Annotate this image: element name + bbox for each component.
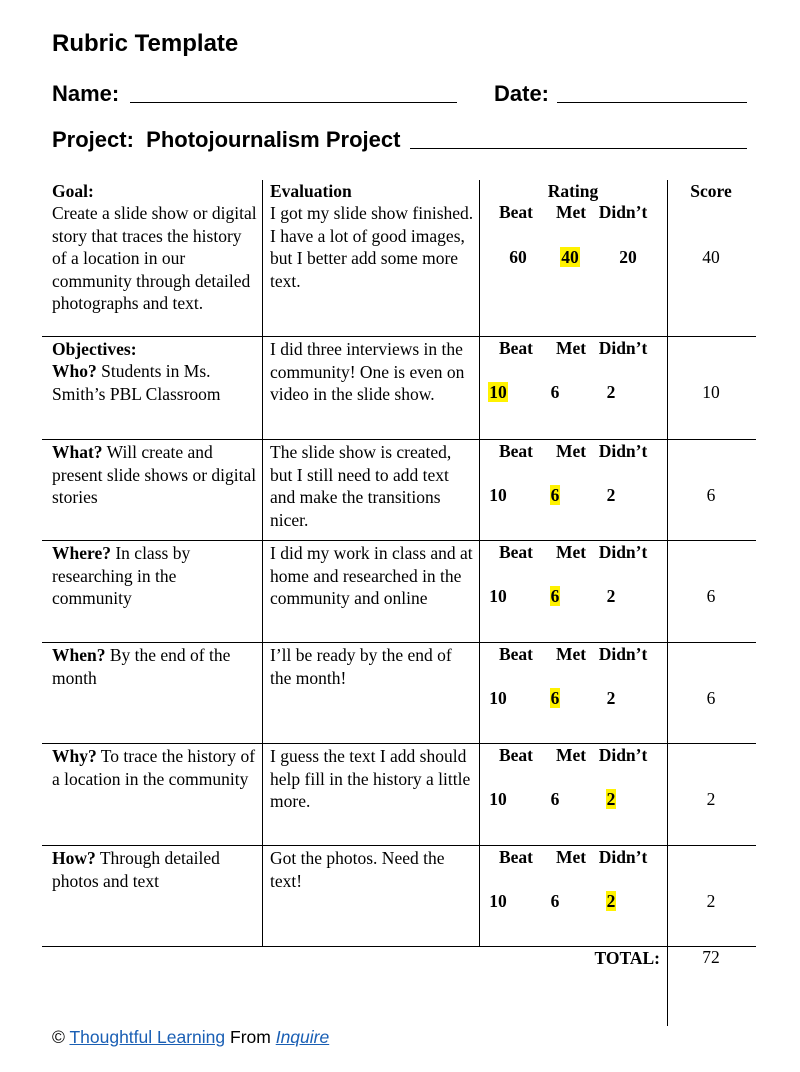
rating-value[interactable]: 10 — [489, 586, 507, 606]
rating-value[interactable]: 10 — [489, 485, 507, 505]
objective-score: 2 — [706, 789, 716, 809]
date-label: Date: — [494, 81, 550, 106]
rating-label-met: Met — [555, 745, 587, 765]
divider — [42, 439, 756, 440]
objective-question: How? — [52, 848, 96, 868]
rating-label-beat: Beat — [498, 542, 534, 562]
rating-label-met: Met — [555, 847, 587, 867]
goal-text: Create a slide show or digital story that traces the history of a location in our community through detailed photographs and text. — [52, 203, 257, 313]
goal-score: 40 — [702, 247, 720, 267]
evaluation-header: Evaluation — [270, 181, 352, 201]
rating-value-selected[interactable]: 6 — [550, 485, 560, 505]
rating-value[interactable]: 2 — [606, 688, 616, 708]
book-link[interactable]: Inquire — [275, 1027, 330, 1047]
rating-value-selected[interactable]: 10 — [489, 382, 507, 402]
rating-label-beat: Beat — [498, 847, 534, 867]
objective-question: When? — [52, 645, 106, 665]
rating-label-didnt: Didn’t — [598, 542, 648, 562]
objective-question: Who? — [52, 361, 97, 381]
objective-text: Where? In class by researching in the community — [52, 543, 191, 608]
objective-evaluation: I did my work in class and at home and researched in the community and online — [270, 543, 473, 608]
rating-label-met: Met — [555, 542, 587, 562]
divider — [262, 180, 263, 947]
rating-value[interactable]: 10 — [489, 789, 507, 809]
rating-value[interactable]: 6 — [550, 789, 560, 809]
rating-label-beat: Beat — [498, 202, 534, 222]
project-label: Project: — [52, 127, 134, 152]
rating-label-didnt: Didn’t — [598, 338, 648, 358]
from-label: From — [230, 1027, 271, 1047]
divider — [42, 845, 756, 846]
rating-value[interactable]: 20 — [619, 247, 637, 267]
rating-value[interactable]: 6 — [550, 382, 560, 402]
rating-value[interactable]: 6 — [550, 891, 560, 911]
rating-value[interactable]: 10 — [489, 891, 507, 911]
rating-value-selected[interactable]: 2 — [606, 789, 616, 809]
name-label: Name: — [52, 81, 120, 106]
total-label: TOTAL: — [594, 948, 660, 968]
project-value: Photojournalism Project — [146, 127, 401, 152]
publisher-link[interactable]: Thoughtful Learning — [69, 1027, 226, 1047]
copyright-symbol: © — [52, 1027, 65, 1047]
score-header: Score — [690, 181, 732, 201]
total-value: 72 — [702, 947, 720, 967]
rating-label-met: Met — [555, 202, 587, 222]
objective-text: How? Through detailed photos and text — [52, 848, 220, 891]
objective-score: 6 — [706, 688, 716, 708]
rating-value[interactable]: 2 — [606, 485, 616, 505]
rating-label-didnt: Didn’t — [598, 202, 648, 222]
rating-header: Rating — [547, 181, 599, 201]
objective-score: 6 — [706, 485, 716, 505]
rating-value-selected[interactable]: 2 — [606, 891, 616, 911]
objective-text: When? By the end of the month — [52, 645, 231, 688]
rating-label-didnt: Didn’t — [598, 441, 648, 461]
objective-evaluation: The slide show is created, but I still need to add text and make the transitions nicer. — [270, 442, 452, 530]
rating-label-met: Met — [555, 644, 587, 664]
objective-text: Who? Students in Ms. Smith’s PBL Classroom — [52, 361, 221, 404]
rating-label-met: Met — [555, 441, 587, 461]
objective-evaluation: I’ll be ready by the end of the month! — [270, 645, 452, 688]
objective-score: 6 — [706, 586, 716, 606]
objective-text: What? Will create and present slide shows or digital stories — [52, 442, 257, 507]
objective-text: Why? To trace the history of a location in the community — [52, 746, 256, 789]
rating-value[interactable]: 60 — [509, 247, 527, 267]
rating-label-beat: Beat — [498, 644, 534, 664]
objective-question: Why? — [52, 746, 97, 766]
goal-evaluation: I got my slide show finished. I have a lot of good images, but I better add some more text. — [270, 203, 474, 291]
rating-label-didnt: Didn’t — [598, 745, 648, 765]
objective-question: What? — [52, 442, 103, 462]
footer — [52, 1027, 329, 1048]
rating-label-didnt: Didn’t — [598, 644, 648, 664]
rating-label-beat: Beat — [498, 338, 534, 358]
objective-score: 10 — [702, 382, 720, 402]
objective-question: Where? — [52, 543, 111, 563]
divider — [479, 180, 480, 947]
rating-value[interactable]: 2 — [606, 382, 616, 402]
divider — [42, 642, 756, 643]
rating-value-selected[interactable]: 6 — [550, 586, 560, 606]
rating-value[interactable]: 2 — [606, 586, 616, 606]
page-title: Rubric Template — [52, 30, 239, 57]
objective-evaluation: I did three interviews in the community! One is even on video in the slide show. — [270, 339, 465, 404]
rating-label-met: Met — [555, 338, 587, 358]
divider — [42, 743, 756, 744]
goal-header: Goal: — [52, 181, 94, 201]
objective-score: 2 — [706, 891, 716, 911]
objective-evaluation: I guess the text I add should help fill in the history a little more. — [270, 746, 471, 811]
objectives-label: Objectives: — [52, 339, 137, 359]
rating-label-didnt: Didn’t — [598, 847, 648, 867]
rating-label-beat: Beat — [498, 441, 534, 461]
rating-value-selected[interactable]: 40 — [561, 247, 579, 267]
divider — [42, 336, 756, 337]
objective-evaluation: Got the photos. Need the text! — [270, 848, 445, 891]
divider — [42, 540, 756, 541]
rating-label-beat: Beat — [498, 745, 534, 765]
rating-value-selected[interactable]: 6 — [550, 688, 560, 708]
rating-value[interactable]: 10 — [489, 688, 507, 708]
